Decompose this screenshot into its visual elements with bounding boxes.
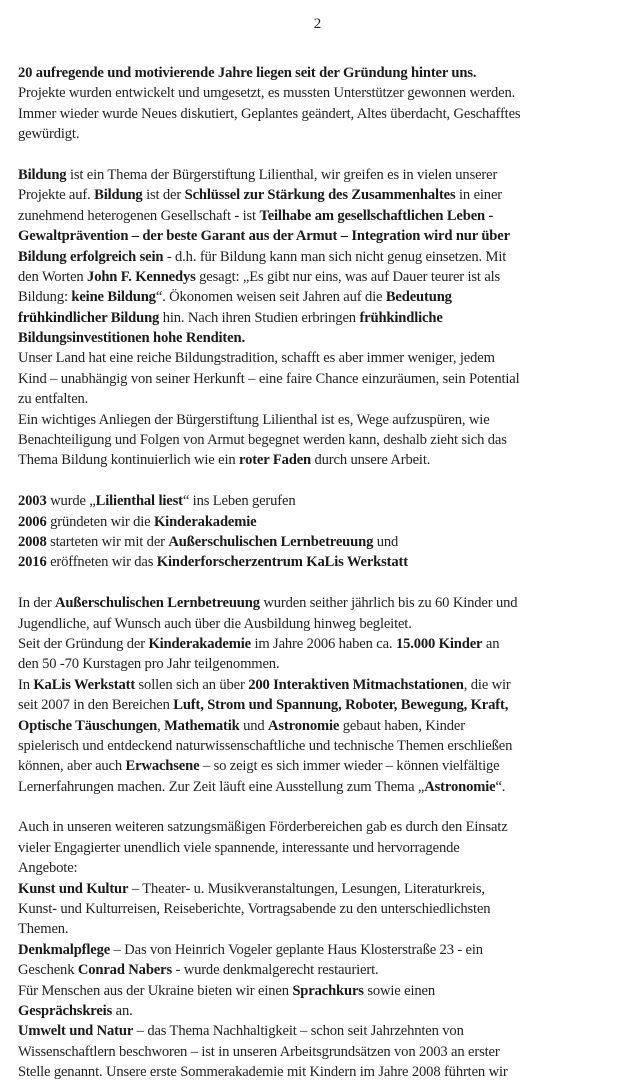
bold-text-run: Kunst und Kultur xyxy=(18,880,129,897)
paragraph-gap xyxy=(18,471,623,491)
text-line xyxy=(18,185,623,205)
bold-text-run: frühkindliche xyxy=(359,309,443,326)
text-run: Bildung: xyxy=(18,289,72,306)
text-run: “. Ökonomen weisen seit Jahren auf die xyxy=(155,289,386,306)
text-run: zu entfalten. xyxy=(18,391,89,408)
text-line xyxy=(18,940,623,960)
bold-text-run: 200 Interaktiven Mitmachstationen xyxy=(248,676,464,693)
text-line xyxy=(18,124,623,144)
text-run: Seit der Gründung der xyxy=(18,635,149,652)
bold-text-run: Bildung erfolgreich sein xyxy=(18,248,164,265)
text-run: , die wir xyxy=(463,676,511,693)
text-run: hin. Nach ihren Studien erbringen xyxy=(159,309,360,326)
text-run: und xyxy=(373,533,399,550)
text-line xyxy=(18,817,623,837)
text-run: im Jahre 2006 haben ca. xyxy=(250,635,396,652)
text-line xyxy=(18,328,623,348)
text-line xyxy=(18,430,623,450)
bold-text-run: Bildung xyxy=(94,187,143,204)
bold-text-run: roter Faden xyxy=(239,452,311,469)
bold-text-run: Lilienthal liest xyxy=(95,493,183,510)
paragraph-gap xyxy=(18,145,623,165)
text-run: in einer xyxy=(455,187,502,204)
text-run: – Das von Heinrich Vogeler geplante Haus Klosterstraße 23 - ein xyxy=(110,941,483,958)
text-line xyxy=(18,1042,623,1062)
text-run: ist ein Thema der Bürgerstiftung Lilienthal, wir greifen es in vielen unserer xyxy=(66,166,498,183)
text-line xyxy=(18,777,623,797)
bold-text-run: Bildung xyxy=(18,166,67,183)
text-run: an xyxy=(482,635,500,652)
text-line xyxy=(18,308,623,328)
text-run: Benachteiligung und Folgen von Armut begegnet werden kann, deshalb zieht sich das xyxy=(18,432,507,449)
bold-text-run: Kinderakademie xyxy=(153,513,257,530)
text-run: In der xyxy=(18,595,56,612)
text-line xyxy=(18,654,623,674)
bold-text-run: KaLis Werkstatt xyxy=(33,676,136,693)
text-line xyxy=(18,206,623,226)
text-run: zunehmend heterogenen Gesellschaft - ist xyxy=(18,207,260,224)
text-run: sowie einen xyxy=(363,982,435,999)
text-line xyxy=(18,165,623,185)
text-line xyxy=(18,104,623,124)
text-line xyxy=(18,634,623,654)
text-line xyxy=(18,858,623,878)
text-run: Projekte auf. xyxy=(18,187,95,204)
bold-text-run: Teilhabe am gesellschaftlichen Leben - xyxy=(259,207,494,224)
text-line xyxy=(18,532,623,552)
text-run: Kind – unabhängig von seiner Herkunft – eine faire Chance einzuräumen, sein Potential xyxy=(18,370,520,387)
text-line xyxy=(18,899,623,919)
text-line xyxy=(18,247,623,267)
text-run: gründeten wir die xyxy=(46,513,154,530)
text-run: durch unsere Arbeit. xyxy=(311,452,431,469)
text-run: - d.h. für Bildung kann man sich nicht genug einsetzen. Mit xyxy=(163,248,507,265)
paragraph-gap xyxy=(18,573,623,593)
bold-text-run: Kinderakademie xyxy=(148,635,251,652)
text-line xyxy=(18,267,623,287)
bold-text-run: frühkindlicher Bildung xyxy=(18,309,160,326)
text-line xyxy=(18,63,623,83)
bold-text-run: 2016 xyxy=(18,554,47,571)
text-run: vieler Engagierter unendlich viele spannende, interessante und hervorragende xyxy=(18,839,460,856)
bold-text-run: Umwelt und Natur xyxy=(18,1023,134,1040)
bold-text-run: keine Bildung xyxy=(71,289,156,306)
text-run: an. xyxy=(112,1002,133,1019)
bold-text-run: Kinderforscherzentrum KaLis Werkstatt xyxy=(156,554,408,571)
text-line xyxy=(18,389,623,409)
bold-text-run: Schlüssel zur Stärkung des Zusammenhaltes xyxy=(184,187,456,204)
text-line xyxy=(18,1062,623,1082)
text-run: wurden seither jährlich bis zu 60 Kinder und xyxy=(259,595,518,612)
text-run: Unser Land hat eine reiche Bildungstradition, schafft es aber immer weniger, jedem xyxy=(18,350,495,367)
text-run: sollen sich an über xyxy=(135,676,249,693)
page-number: 2 xyxy=(313,16,322,32)
text-line xyxy=(18,695,623,715)
text-line xyxy=(18,838,623,858)
text-run: eröffneten wir das xyxy=(46,554,157,571)
text-line xyxy=(18,756,623,776)
text-line xyxy=(18,369,623,389)
bold-text-run: 15.000 Kinder xyxy=(395,635,483,652)
text-run: Thema Bildung kontinuierlich wie ein xyxy=(18,452,240,469)
text-run: , xyxy=(157,717,165,734)
text-run: gebaut haben, Kinder xyxy=(339,717,465,734)
bold-text-run: 20 aufregende und motivierende Jahre liegen seit der Gründung hinter uns. xyxy=(18,65,477,81)
text-run: Kunst- und Kulturreisen, Reiseberichte, Vortragsabende zu den unterschiedlichsten xyxy=(18,901,491,918)
text-run: “ ins Leben gerufen xyxy=(182,493,296,510)
text-run: seit 2007 in den Bereichen xyxy=(18,697,174,714)
bold-text-run: Außerschulischen Lernbetreuung xyxy=(55,595,260,612)
text-run: “. xyxy=(495,778,506,795)
text-run: Auch in unseren weiteren satzungsmäßigen Förderbereichen gab es durch den Einsatz xyxy=(18,819,508,836)
bold-text-run: Bildungsinvestitionen hohe Renditen. xyxy=(18,330,245,347)
bold-text-run: John F. Kennedys xyxy=(87,268,196,285)
text-run: – Theater- u. Musikveranstaltungen, Lesungen, Literaturkreis, xyxy=(128,880,485,897)
document-body xyxy=(18,63,623,1083)
bold-text-run: Luft, Strom und Spannung, Roboter, Bewegung, Kraft, xyxy=(173,697,509,714)
text-run: starteten wir mit der xyxy=(46,533,169,550)
text-run: Wissenschaftlern beschworen – ist in unseren Arbeitsgrundsätzen von 2003 an erster xyxy=(18,1043,500,1060)
text-run: spielerisch und entdeckend naturwissenschaftliche und technische Themen erschließen xyxy=(18,737,513,754)
text-line xyxy=(18,1001,623,1021)
text-run: – so zeigt es sich immer wieder – können vielfältige xyxy=(199,758,500,775)
text-line xyxy=(18,287,623,307)
text-line xyxy=(18,736,623,756)
text-run: Immer wieder wurde Neues diskutiert, Geplantes geändert, Altes überdacht, Geschafftes xyxy=(18,105,521,122)
text-run: In xyxy=(18,676,34,693)
text-line xyxy=(18,1021,623,1041)
text-run: gesagt: „Es gibt nur eins, was auf Dauer teurer ist als xyxy=(195,268,501,285)
text-line xyxy=(18,716,623,736)
text-line xyxy=(18,552,623,572)
text-run: wurde „ xyxy=(46,493,96,510)
text-run: - wurde denkmalgerecht restauriert. xyxy=(171,962,379,979)
paragraph-gap xyxy=(18,797,623,817)
bold-text-run: 2008 xyxy=(18,533,47,550)
bold-text-run: Gesprächskreis xyxy=(18,1002,113,1019)
bold-text-run: Außerschulischen Lernbetreuung xyxy=(168,533,374,550)
text-line xyxy=(18,960,623,980)
text-run: Stelle genannt. Unsere erste Sommerakademie mit Kindern im Jahre 2008 führten wir xyxy=(18,1064,508,1081)
bold-text-run: Gewaltprävention – der beste Garant aus der Armut – Integration wird nur über xyxy=(18,228,510,245)
bold-text-run: Bedeutung xyxy=(385,289,452,306)
text-run: den 50 -70 Kurstagen pro Jahr teilgenommen. xyxy=(18,656,280,673)
text-line xyxy=(18,348,623,368)
text-run: Jugendliche, auf Wunsch auch über die Ausbildung hinweg begleitet. xyxy=(18,615,412,632)
text-run: Themen. xyxy=(18,921,69,938)
text-line xyxy=(18,226,623,246)
bold-text-run: Erwachsene xyxy=(125,758,200,775)
bold-text-run: Sprachkurs xyxy=(292,982,364,999)
text-line xyxy=(18,512,623,532)
text-line xyxy=(18,919,623,939)
bold-text-run: Optische Täuschungen xyxy=(18,717,158,734)
bold-text-run: Astronomie xyxy=(424,778,496,795)
text-run: Geschenk xyxy=(18,962,78,979)
text-line xyxy=(18,450,623,470)
text-run: gewürdigt. xyxy=(18,126,80,143)
text-line xyxy=(18,410,623,430)
text-run: Für Menschen aus der Ukraine bieten wir einen xyxy=(18,982,293,999)
bold-text-run: Conrad Nabers xyxy=(77,962,172,979)
text-run: können, aber auch xyxy=(18,758,126,775)
text-line xyxy=(18,491,623,511)
text-run: – das Thema Nachhaltigkeit – schon seit Jahrzehnten von xyxy=(133,1023,464,1040)
text-run: Projekte wurden entwickelt und umgesetzt, es mussten Unterstützer gewonnen werden. xyxy=(18,85,516,102)
bold-text-run: Mathematik xyxy=(164,717,240,734)
text-line xyxy=(18,879,623,899)
text-line xyxy=(18,614,623,634)
bold-text-run: 2003 xyxy=(18,493,47,510)
bold-text-run: Astronomie xyxy=(268,717,340,734)
bold-text-run: Denkmalpflege xyxy=(18,941,111,958)
text-line xyxy=(18,83,623,103)
text-run: und xyxy=(239,717,269,734)
bold-text-run: 2006 xyxy=(18,513,47,530)
text-line xyxy=(18,981,623,1001)
text-line xyxy=(18,675,623,695)
text-run: den Worten xyxy=(18,268,88,285)
text-line xyxy=(18,593,623,613)
text-run: ist der xyxy=(142,187,185,204)
text-run: Ein wichtiges Anliegen der Bürgerstiftung Lilienthal ist es, Wege aufzuspüren, wie xyxy=(18,411,490,428)
text-run: Angebote: xyxy=(18,860,78,877)
text-run: Lernerfahrungen machen. Zur Zeit läuft eine Ausstellung zum Thema „ xyxy=(18,778,425,795)
